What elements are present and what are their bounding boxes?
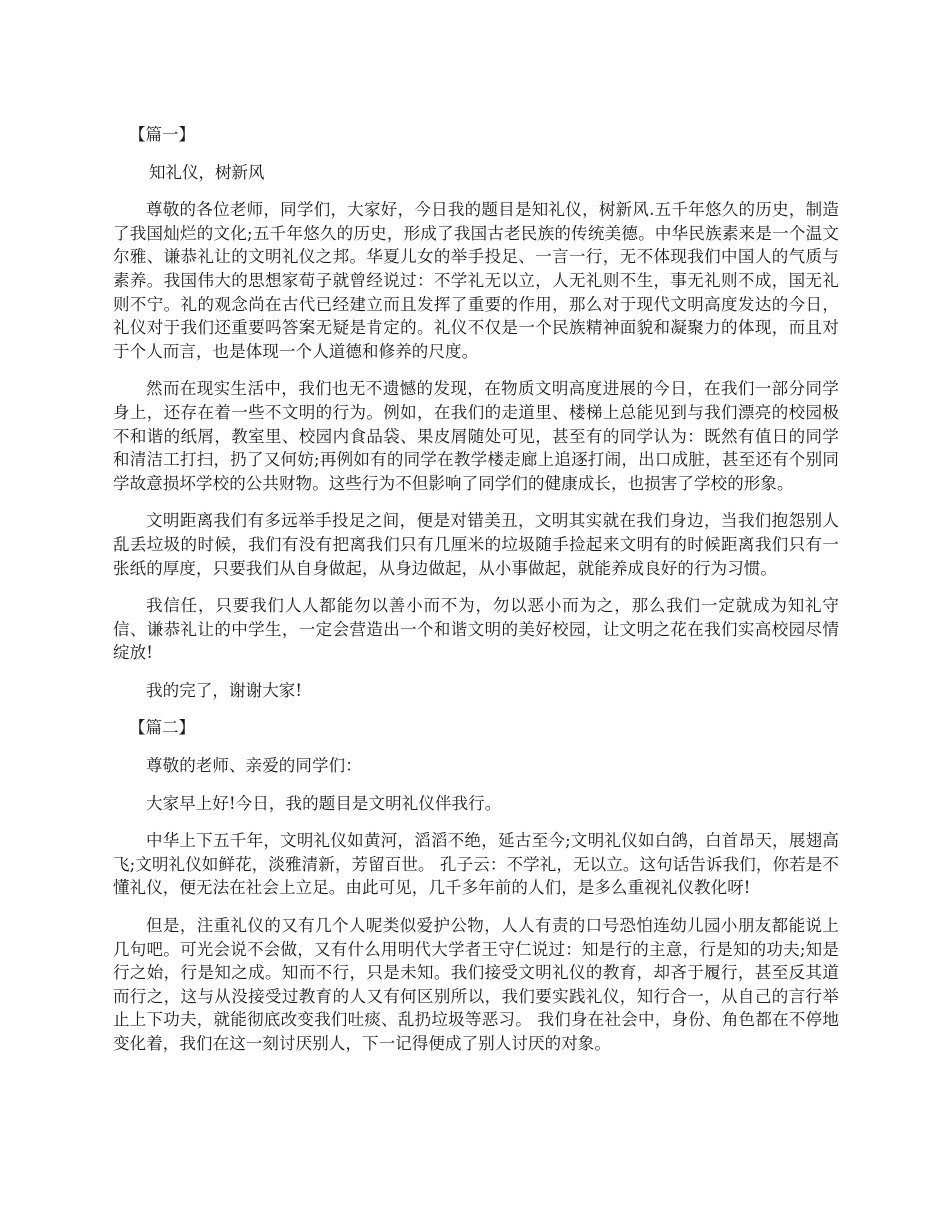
section-heading-2: 【篇二】 — [129, 718, 195, 738]
document-page — [113, 123, 839, 1070]
paragraph: 大家早上好!今日，我的题目是文明礼仪伴我行。 — [146, 793, 502, 813]
paragraph: 中华上下五千年，文明礼仪如黄河，滔滔不绝，延古至今;文明礼仪如白鸽，白首昂天，展翅高飞;文明礼仪如鲜花，淡雅清新，芳留百世。 孔子云：不学礼，无以立。这句话告诉我们，你若是不懂礼仪，便无法在社会上立足。由此可见，几千多年前的人们，是多么重视礼仪教化呀! — [113, 831, 839, 898]
paragraph: 文明距离我们有多远举手投足之间，便是对错美丑，文明其实就在我们身边，当我们抱怨别人乱丢垃圾的时候，我们有没有把离我们只有几厘米的垃圾随手捡起来文明有的时候距离我们只有一张纸的厚度，只要我们从自身做起，从身边做起，从小事做起，就能养成良好的行为习惯。 — [113, 511, 839, 578]
paragraph: 我信任，只要我们人人都能勿以善小而不为，勿以恶小而为之，那么我们一定就成为知礼守信、谦恭礼让的中学生，一定会营造出一个和谐文明的美好校园，让文明之花在我们实高校园尽情绽放! — [113, 596, 839, 663]
section-title-1: 知礼仪，树新风 — [149, 162, 265, 182]
paragraph: 尊敬的老师、亲爱的同学们： — [146, 756, 362, 776]
section-heading-1: 【篇一】 — [129, 125, 195, 144]
paragraph: 然而在现实生活中，我们也无不遗憾的发现，在物质文明高度进展的今日，在我们一部分同学身上，还存在着一些不文明的行为。例如，在我们的走道里、楼梯上总能见到与我们漂亮的校园极不和谐的纸屑，教室里、校园内食品袋、果皮屑随处可见，甚至有的同学认为：既然有值日的同学和清洁工打扫，扔了又何妨;再例如有的同学在教学楼走廊上追逐打闹，出口成脏，甚至还有个别同学故意损坏学校的公共财物。这些行为不但影响了同学们的健康成长，也损害了学校的形象。 — [113, 379, 839, 493]
paragraph: 我的完了，谢谢大家! — [146, 680, 303, 700]
paragraph: 尊敬的各位老师，同学们，大家好，今日我的题目是知礼仪，树新风.五千年悠久的历史，制造了我国灿烂的文化;五千年悠久的历史，形成了我国古老民族的传统美德。中华民族素来是一个温文尔雅、谦恭礼让的文明礼仪之邦。华夏儿女的举手投足、一言一行，无不体现我们中国人的气质与素养。我国伟大的思想家荀子就曾经说过：不学礼无以立，人无礼则不生，事无礼则不成，国无礼则不宁。礼的观念尚在古代已经建立而且发挥了重要的作用，那么对于现代文明高度发达的今日，礼仪对于我们还重要吗答案无疑是肯定的。礼仪不仅是一个民族精神面貌和凝聚力的体现，而且对于个人而言，也是体现一个人道德和修养的尺度。 — [113, 200, 839, 361]
paragraph: 但是，注重礼仪的又有几个人呢类似爱护公物，人人有责的口号恐怕连幼儿园小朋友都能说上几句吧。可光会说不会做，又有什么用明代大学者王守仁说过：知是行的主意，行是知的功夫;知是行之始，行是知之成。知而不行，只是未知。我们接受文明礼仪的教育，却吝于履行，甚至反其道而行之，这与从没接受过教育的人又有何区别所以，我们要实践礼仪，知行合一，从自己的言行举止上下功夫，就能彻底改变我们吐痰、乱扔垃圾等恶习。 我们身在社会中，身份、角色都在不停地变化着，我们在这一刻讨厌别人，下一记得便成了别人讨厌的对象。 — [113, 916, 839, 1053]
